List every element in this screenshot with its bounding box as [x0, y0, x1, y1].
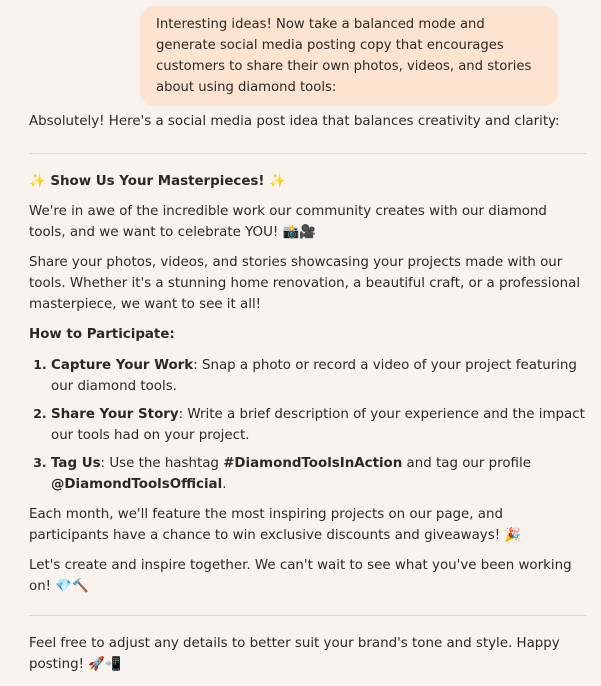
- step-item: [51, 403, 586, 446]
- user-message-text: Interesting ideas! Now take a balanced mode and generate social media posting copy that encourages customers to share their own photos, videos, and stories about using diamond tools:: [156, 17, 532, 95]
- step-text: and tag our profile: [402, 456, 531, 471]
- step-text: : Snap a photo or record a video of your project featuring our diamond tools.: [51, 358, 577, 394]
- hashtag: #DiamondToolsInAction: [223, 456, 403, 471]
- post-paragraph-4: Let's create and inspire together. We can't wait to see what you've been working on! 💎🔨: [29, 558, 572, 594]
- step-title: Share Your Story: [51, 407, 179, 422]
- sparkles-icon: ✨: [29, 174, 46, 189]
- assistant-response: [29, 112, 586, 132]
- post-paragraph-3: Each month, we'll feature the most inspiring projects on our page, and participants have a chance to win exclusive discounts and giveaways! 🎉: [29, 507, 522, 543]
- step-item: [51, 452, 586, 495]
- how-to-participate-title: How to Participate:: [29, 327, 175, 342]
- step-text: .: [222, 477, 227, 492]
- response-outro: Feel free to adjust any details to better suit your brand's tone and style. Happy posting! 🚀📲: [29, 636, 560, 672]
- post-paragraph-2: Share your photos, videos, and stories showcasing your projects made with our tools. Whether it's a stunning home renovation, a beautiful craft, or a professional masterpiece, we want to see it all!: [29, 255, 581, 312]
- step-text: : Write a brief description of your experience and the impact our tools had on your project.: [51, 407, 585, 443]
- profile-handle: @DiamondToolsOfficial: [51, 477, 223, 492]
- divider-bottom: [29, 615, 586, 616]
- post-headline: [29, 171, 586, 192]
- step-title: Tag Us: [51, 456, 101, 471]
- step-item: [51, 354, 586, 397]
- post-headline-text: Show Us Your Masterpieces!: [50, 174, 265, 189]
- divider-top: [29, 153, 586, 154]
- step-text: : Use the hashtag: [100, 456, 224, 471]
- participation-steps: [29, 354, 586, 495]
- sparkles-icon: ✨: [269, 174, 286, 189]
- post-paragraph-1: We're in awe of the incredible work our community creates with our diamond tools, and we want to celebrate YOU! 📸🎥: [29, 204, 547, 240]
- social-post-copy: [29, 171, 586, 606]
- user-message-bubble: [140, 6, 558, 106]
- response-intro: Absolutely! Here's a social media post idea that balances creativity and clarity:: [29, 114, 560, 129]
- step-title: Capture Your Work: [51, 358, 194, 373]
